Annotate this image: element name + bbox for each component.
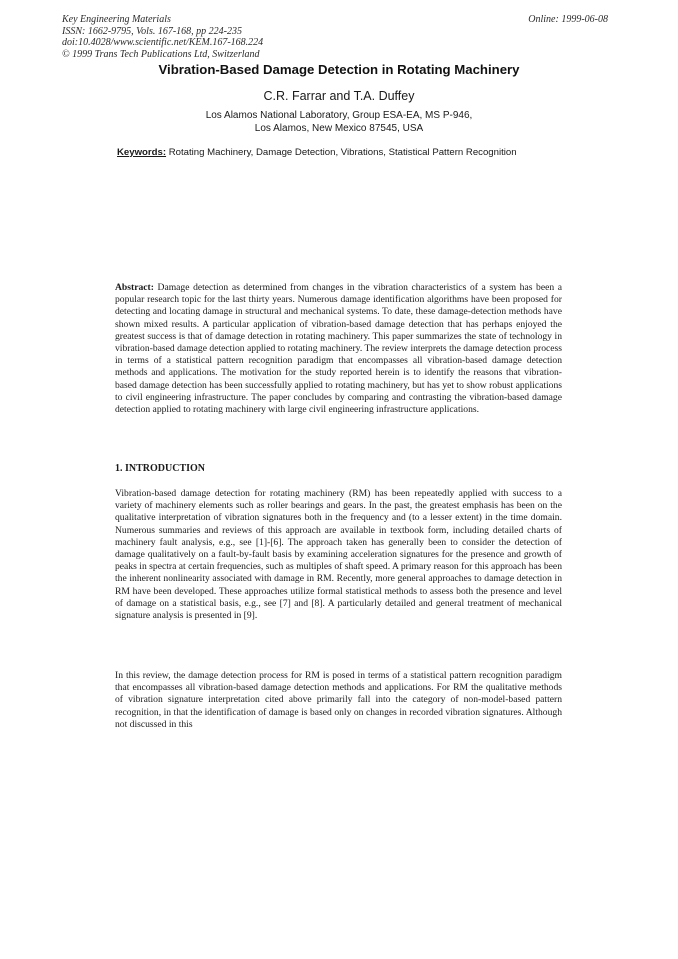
- keywords: [117, 147, 567, 158]
- journal-header: [62, 14, 263, 60]
- affiliation-line-2: Los Alamos, New Mexico 87545, USA: [254, 122, 424, 134]
- online-date: Online: 1999-06-08: [528, 14, 608, 25]
- abstract-text: Damage detection as determined from changes in the vibration characteristics of a system has been a popular research topic for the last thirty years. Numerous damage identification algorithms have been proposed for detecting and locating damage in structural and mechanical systems. To date, these damage-detection methods have shown mixed results. A particular application of vibration-based damage detection that has perhaps enjoyed the greatest success is that of damage detection in rotating machinery. This paper summarizes the state of technology in vibration-based damage detection applied to rotating machinery. The review interprets the damage detection process in terms of a statistical pattern recognition paradigm that encompasses all vibration-based damage detection methods and applications. The motivation for the study reported herein is to identify the reasons that vibration-based damage detection has been successfully applied to rotating machinery, but has yet to show robust applications to civil engineering infrastructure. The paper concludes by comparing and contrasting the vibration-based damage detection applied to rotating machinery with large civil engineering infrastructure applications.: [115, 282, 562, 416]
- keywords-label: Keywords:: [117, 147, 167, 158]
- copyright-line: © 1999 Trans Tech Publications Ltd, Switzerland: [62, 48, 260, 60]
- affiliation-line-1: Los Alamos National Laboratory, Group ESA-EA, MS P-946,: [205, 110, 473, 121]
- abstract: [115, 282, 562, 416]
- authors: C.R. Farrar and T.A. Duffey: [263, 89, 415, 103]
- paper-title: Vibration-Based Damage Detection in Rotating Machinery: [158, 62, 520, 77]
- doi-line: doi:10.4028/www.scientific.net/KEM.167-168.224: [62, 37, 264, 48]
- intro-paragraph-1: Vibration-based damage detection for rotating machinery (RM) has been repeatedly applied with success to a variety of machinery elements such as roller bearings and gears. In the past, the greatest emphasis has been on the qualitative interpretation of vibration signatures both in the frequency and (to a lesser extent) in the time domain. Numerous summaries and reviews of this approach are available in textbook form, including detailed charts of machinery fault analysis, e.g., see [1]-[6]. The approach taken has generally been to consider the detection of damage qualitatively on a fault-by-fault basis by examining acceleration signatures for the presence and growth of peaks in spectra at certain frequencies, such as multiples of shaft speed. A primary reason for this approach has been the inherent nonlinearity associated with damage in RM. Recently, more general approaches to damage detection in RM have been developed. These approaches utilize formal statistical methods to assess both the presence and level of damage on a statistical basis, e.g., see [7] and [8]. A particularly detailed and general treatment of mechanical signature analysis is presented in [9].: [115, 488, 562, 622]
- intro-paragraph-2: In this review, the damage detection process for RM is posed in terms of a statistical pattern recognition paradigm that encompasses all vibration-based damage detection methods and applications. For RM the qualitative methods of vibration signature interpretation cited above primarily fall into the category of non-model-based pattern recognition, in that the identification of damage is based only on changes in recorded vibration signatures. Although not discussed in this: [115, 670, 562, 730]
- section-heading-introduction: 1. INTRODUCTION: [115, 463, 206, 474]
- affiliation: [0, 110, 678, 135]
- keywords-text: Rotating Machinery, Damage Detection, Vibrations, Statistical Pattern Recognition: [168, 147, 517, 158]
- issn-line: ISSN: 1662-9795, Vols. 167-168, pp 224-235: [62, 25, 242, 37]
- journal-name: Key Engineering Materials: [62, 14, 171, 25]
- abstract-label: Abstract:: [115, 282, 154, 293]
